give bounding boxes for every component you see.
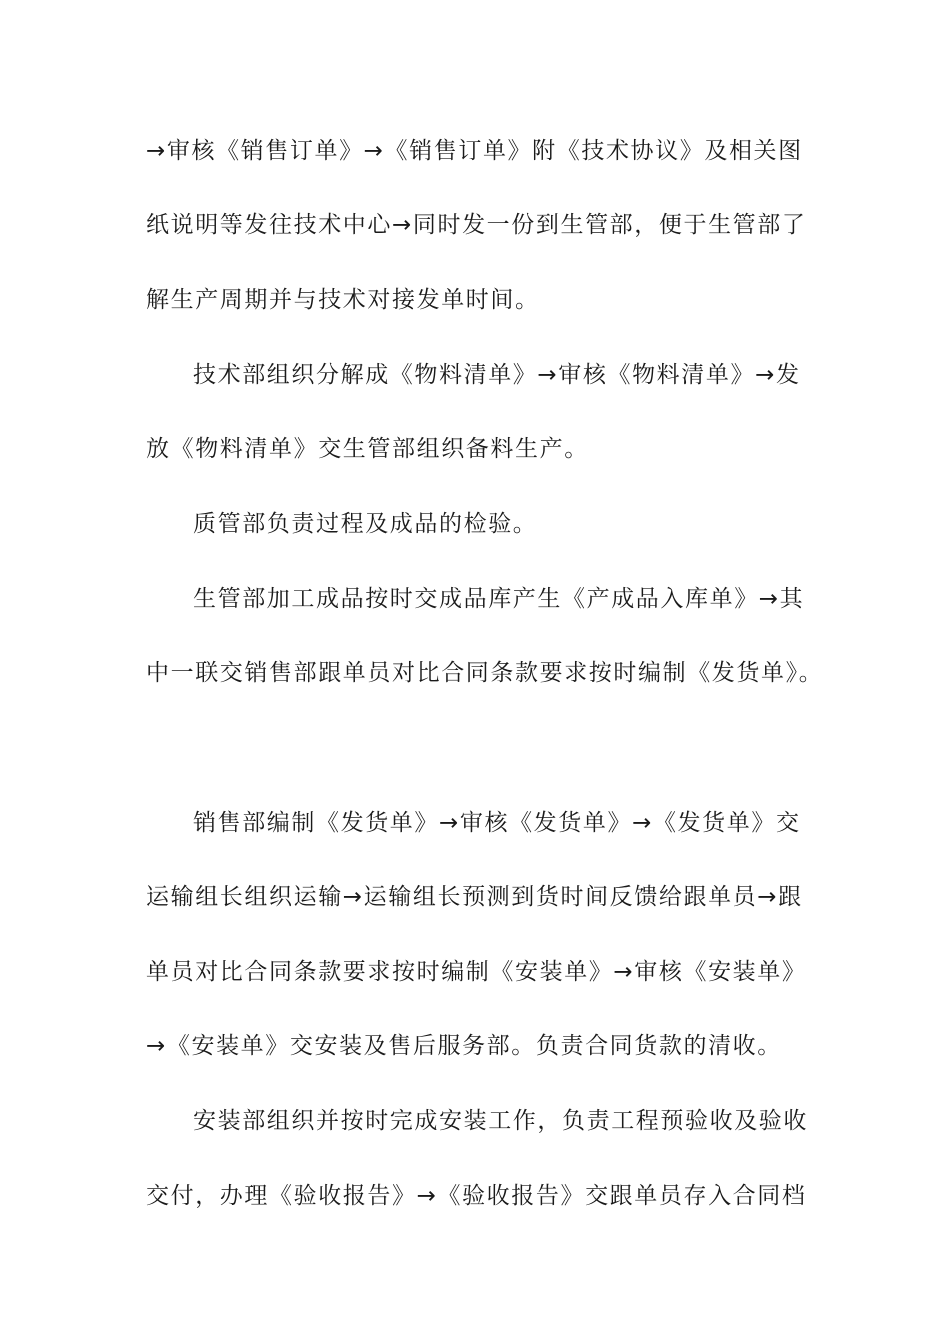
text-line-14: 交付，办理《验收报告》→《验收报告》交跟单员存入合同档 xyxy=(146,1183,807,1209)
text-line-4: 技术部组织分解成《物料清单》→审核《物料清单》→发 xyxy=(193,362,801,388)
text-line-11: 单员对比合同条款要求按时编制《安装单》→审核《安装单》 xyxy=(146,959,807,985)
text-line-3: 解生产周期并与技术对接发单时间。 xyxy=(146,287,540,313)
text-line-1: →审核《销售订单》→《销售订单》附《技术协议》及相关图 xyxy=(146,138,803,164)
text-line-7: 生管部加工成品按时交成品库产生《产成品入库单》→其 xyxy=(193,586,805,612)
text-line-2: 纸说明等发往技术中心→同时发一份到生管部，便于生管部了 xyxy=(146,212,807,238)
text-line-9: 销售部编制《发货单》→审核《发货单》→《发货单》交 xyxy=(193,810,801,836)
text-line-8: 中一联交销售部跟单员对比合同条款要求按时编制《发货单》。 xyxy=(146,660,824,686)
text-line-5: 放《物料清单》交生管部组织备料生产。 xyxy=(146,436,589,462)
text-line-6: 质管部负责过程及成品的检验。 xyxy=(193,511,538,537)
text-line-12: →《安装单》交安装及售后服务部。负责合同货款的清收。 xyxy=(146,1033,782,1059)
text-line-13: 安装部组织并按时完成安装工作，负责工程预验收及验收 xyxy=(193,1108,808,1134)
text-line-10: 运输组长组织运输→运输组长预测到货时间反馈给跟单员→跟 xyxy=(146,884,803,910)
